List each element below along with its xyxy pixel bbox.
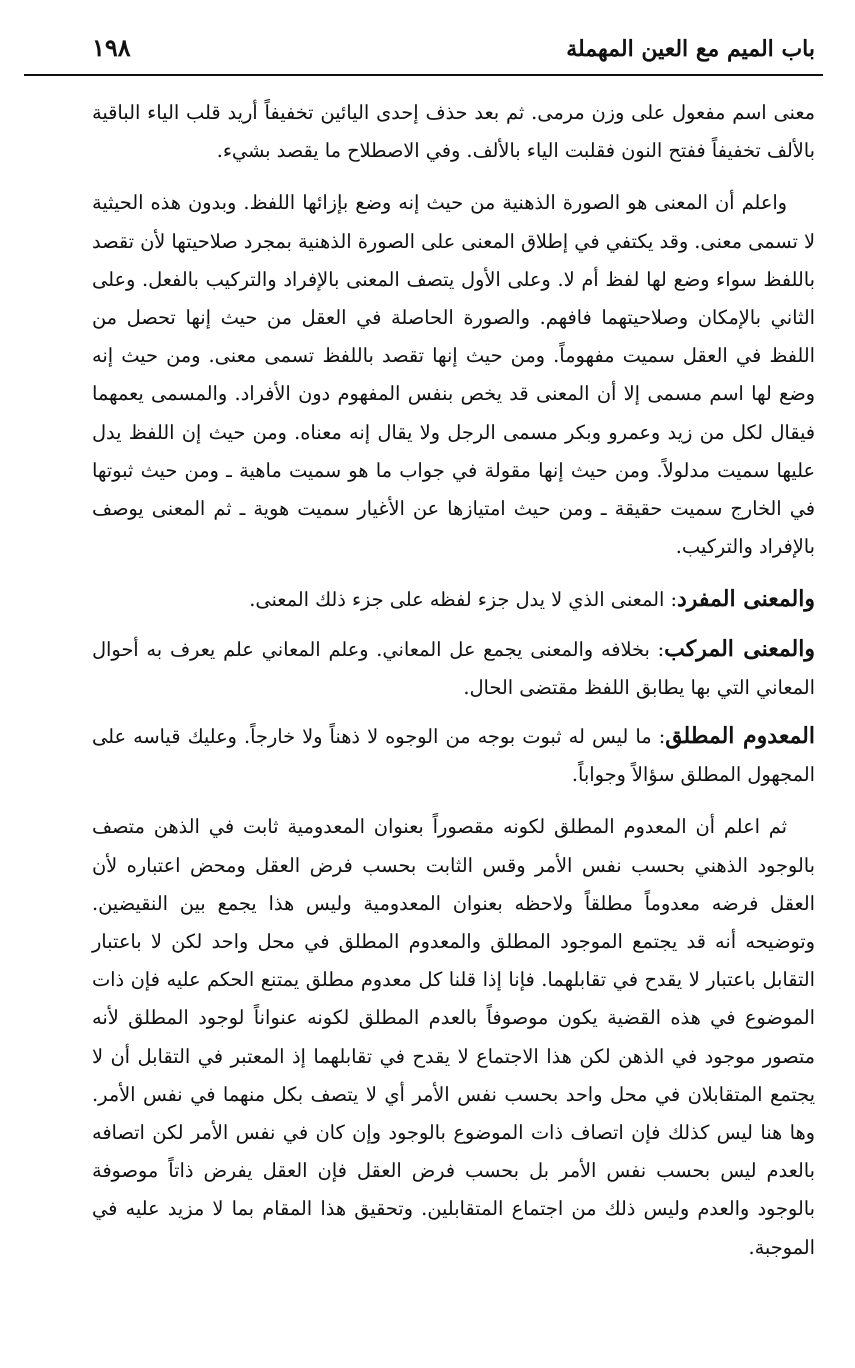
entry-text: : المعنى الذي لا يدل جزء لفظه على جزء ذلك المعنى. (249, 588, 677, 612)
paragraph-intro: معنى اسم مفعول على وزن مرمى. ثم بعد حذف إحدى اليائين تخفيفاً أريد قلب الياء الباقية بالألف تخفيفاً ففتح النون فقلبت الياء بالألف. وفي الاصطلاح ما يقصد بشيء. (92, 101, 815, 163)
entry-term: المعدوم المطلق (665, 723, 815, 750)
header-title: باب الميم مع العين المهملة (566, 36, 815, 62)
paragraph-meaning-definition: واعلم أن المعنى هو الصورة الذهنية من حيث إنه وضع بإزائها اللفظ. وبدون هذه الحيثية لا تسمى معنى. وقد يكتفي في إطلاق المعنى على الصورة الذهنية بمجرد صلاحيتها لأن تقصد باللفظ سواء وضع لها لفظ أم لا. وعلى الأول يتصف المعنى بالإفراد والتركيب بالفعل. وعلى الثاني بالإمكان وصلاحيتهما فافهم. والصورة الحاصلة في العقل من حيث إنها تحصل من اللفظ في العقل سميت مفهوماً. ومن حيث إنها تقصد باللفظ تسمى معنى. ومن حيث إنه وضع لها اسم مسمى إلا أن المعنى قد يخص بنفس المفهوم دون الأفراد. والمسمى يعمهما فيقال لكل من زيد وعمرو وبكر مسمى الرجل ولا يقال إنه معناه. ومن حيث إن اللفظ يدل عليها سميت مدلولاً. ومن حيث إنها مقولة في جواب ما هو سميت ماهية ـ ومن حيث ثبوتها في الخارج سميت حقيقة ـ ومن حيث امتيازها عن الأغيار سميت هوية ـ ثم المعنى يوصف بالإفراد والتركيب. (92, 191, 815, 559)
entry-absolute-nonexistent (92, 717, 815, 794)
paragraph-absolute-nonexistent-discussion: ثم اعلم أن المعدوم المطلق لكونه مقصوراً بعنوان المعدومية ثابت في الذهن متصف بالوجود الذهني بحسب نفس الأمر وقس الثابت بحسب فرض العقل ومحض اعتباره لأن العقل فرضه معدوماً مطلقاً ولاحظه بعنوان المعدومية وليس هذا يجمع بين النقيضين. وتوضيحه أنه قد يجتمع الموجود المطلق والمعدوم المطلق في محل واحد لكن لا باعتبار التقابل باعتبار لا يقدح في تقابلهما. فإنا إذا قلنا كل معدوم مطلق يمتنع الحكم عليه فإن ذات الموضوع في هذه القضية يكون موصوفاً بالعدم المطلق لكونه عنواناً لوجود المطلق لأنه متصور موجود في الذهن لكن هذا الاجتماع لا يقدح في تقابلهما إذ المعتبر في التقابل أن لا يجتمع المتقابلان في محل واحد بحسب نفس الأمر أي لا يتصف بكل منهما في نفس الأمر. وها هنا ليس كذلك فإن اتصاف ذات الموضوع بالوجود وإن كان في نفس الأمر لكن اتصافه بالعدم ليس بحسب نفس الأمر بل بحسب فرض العقل فإن العقل يفرض ذاتاً موصوفة بالوجود والعدم وليس ذلك من اجتماع المتقابلين. وتحقيق هذا المقام بما لا مزيد عليه في الموجبة. (92, 815, 815, 1259)
entry-term: والمعنى المفرد (676, 586, 815, 613)
running-header (24, 30, 823, 76)
page-number: ١٩٨ (92, 33, 131, 62)
entry-text: : بخلافه والمعنى يجمع عل المعاني. وعلم المعاني علم يعرف به أحوال المعاني التي بها يطابق اللفظ مقتضى الحال. (92, 637, 815, 699)
page-content (92, 94, 815, 1267)
entry-text: : ما ليس له ثبوت بوجه من الوجوه لا ذهناً ولا خارجاً. وعليك قياسه على المجهول المطلق سؤالاً وجواباً. (92, 725, 815, 787)
entry-term: والمعنى المركب (664, 635, 815, 662)
entry-single-meaning (92, 580, 815, 619)
entry-compound-meaning (92, 630, 815, 707)
